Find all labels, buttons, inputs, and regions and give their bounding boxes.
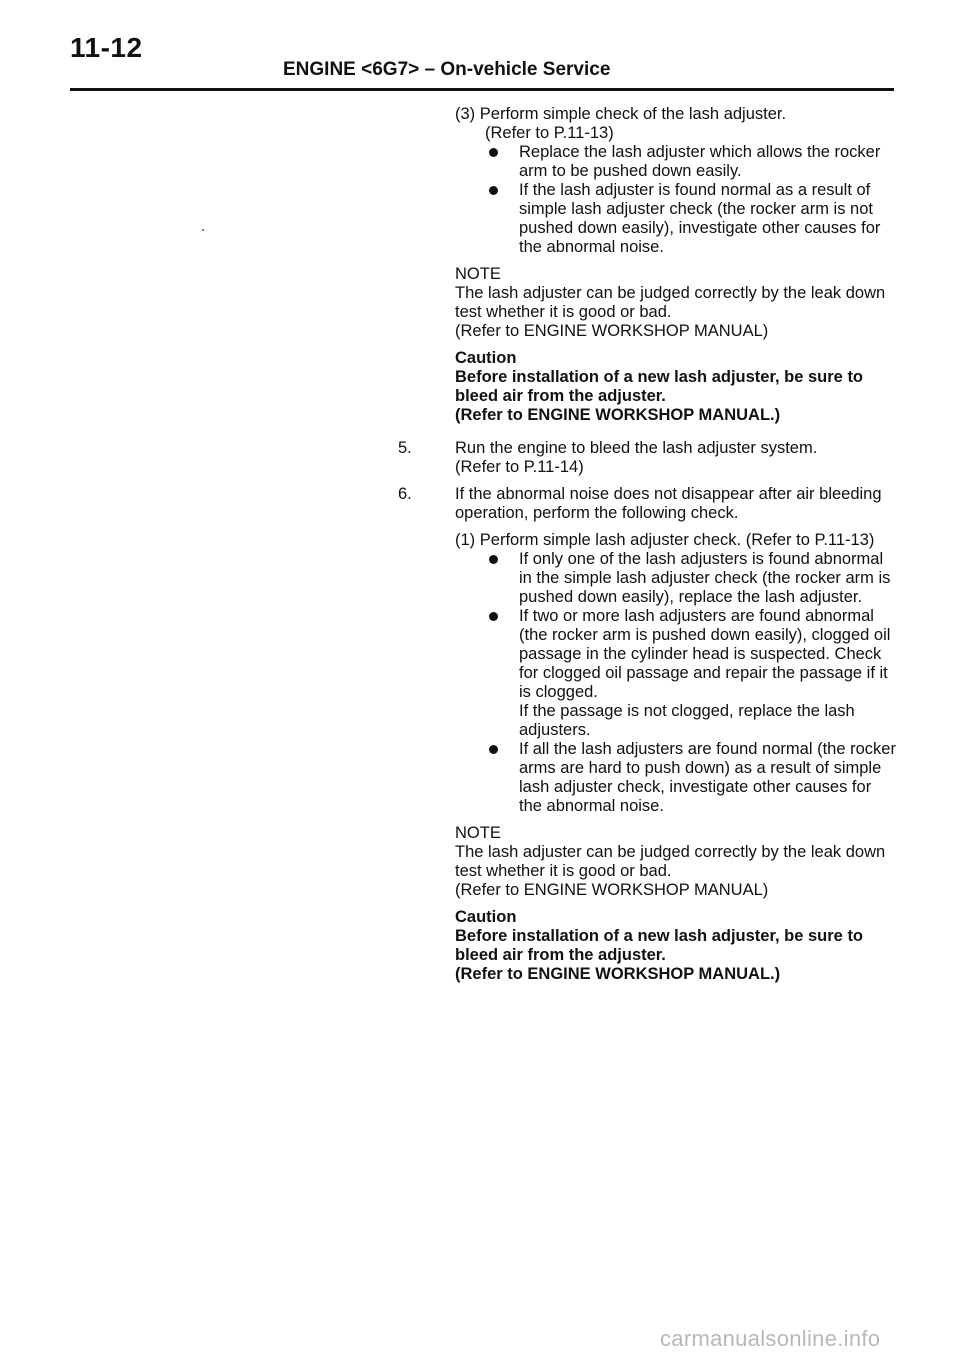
note-label: NOTE [455, 824, 501, 842]
list-item-continuation: If the passage is not clogged, replace the lash adjusters. [519, 702, 855, 739]
step-5-text: Run the engine to bleed the lash adjuster system. [455, 439, 818, 457]
note-1 [455, 265, 897, 341]
scan-speck [202, 229, 204, 231]
bullet-icon [489, 612, 498, 621]
bullet-icon [489, 186, 498, 195]
step-3-label: (3) [455, 105, 476, 123]
note-ref: (Refer to ENGINE WORKSHOP MANUAL) [455, 322, 769, 340]
caution-text: Before installation of a new lash adjuster, be sure to bleed air from the adjuster. [455, 927, 864, 964]
step-3-ref: (Refer to P.11-13) [485, 124, 614, 142]
page-title: ENGINE <6G7> – On-vehicle Service [283, 59, 611, 80]
step-6-1 [455, 531, 897, 816]
caution-ref: (Refer to ENGINE WORKSHOP MANUAL.) [455, 406, 781, 424]
caution-label: Caution [455, 349, 517, 367]
caution-text: Before installation of a new lash adjuster, be sure to bleed air from the adjuster. [455, 368, 864, 405]
note-2 [455, 824, 897, 900]
header-rule [70, 88, 894, 91]
step-6-text: If the abnormal noise does not disappear after air bleeding operation, perform the following check. [455, 485, 882, 522]
list-item: If the lash adjuster is found normal as a result of simple lash adjuster check (the rocker arm is not pushed down easily), investigate other causes for the abnormal noise. [455, 181, 897, 257]
note-label: NOTE [455, 265, 501, 283]
bullet-icon [489, 745, 498, 754]
step-3-bullets [455, 143, 897, 257]
note-text: The lash adjuster can be judged correctly by the leak down test whether it is good or bad. [455, 843, 886, 880]
list-item: If all the lash adjusters are found normal (the rocker arms are hard to push down) as a result of simple lash adjuster check, investigate other causes for the abnormal noise. [455, 740, 897, 816]
page-number: 11-12 [70, 32, 143, 63]
caution-label: Caution [455, 908, 517, 926]
step-5-number: 5. [398, 439, 412, 457]
step-6-1-label: (1) [455, 531, 476, 549]
step-6-1-bullets [455, 550, 897, 816]
caution-1 [455, 349, 897, 425]
step-3 [455, 105, 897, 257]
list-item: If two or more lash adjusters are found abnormal (the rocker arm is pushed down easily), clogged oil passage in the cylinder head is suspected. Check for clogged oil passage and repair the passage if it is clogged. [455, 607, 897, 702]
caution-ref: (Refer to ENGINE WORKSHOP MANUAL.) [455, 965, 781, 983]
step-6-number: 6. [398, 485, 412, 503]
page-content [398, 105, 897, 984]
step-6 [398, 485, 897, 523]
list-item: If only one of the lash adjusters is found abnormal in the simple lash adjuster check (the rocker arm is pushed down easily), replace the lash adjuster. [455, 550, 897, 607]
bullet-icon [489, 148, 498, 157]
bullet-icon [489, 555, 498, 564]
note-ref: (Refer to ENGINE WORKSHOP MANUAL) [455, 881, 769, 899]
step-5-ref: (Refer to P.11-14) [455, 458, 584, 476]
page-header [70, 28, 894, 92]
step-6-1-text: Perform simple lash adjuster check. (Refer to P.11-13) [479, 531, 875, 549]
caution-2 [455, 908, 897, 984]
note-text: The lash adjuster can be judged correctly by the leak down test whether it is good or bad. [455, 284, 886, 321]
watermark: carmanualsonline.info [660, 1326, 881, 1351]
step-5 [398, 439, 897, 477]
step-3-text: Perform simple check of the lash adjuster. [479, 105, 787, 123]
list-item: Replace the lash adjuster which allows the rocker arm to be pushed down easily. [455, 143, 897, 181]
